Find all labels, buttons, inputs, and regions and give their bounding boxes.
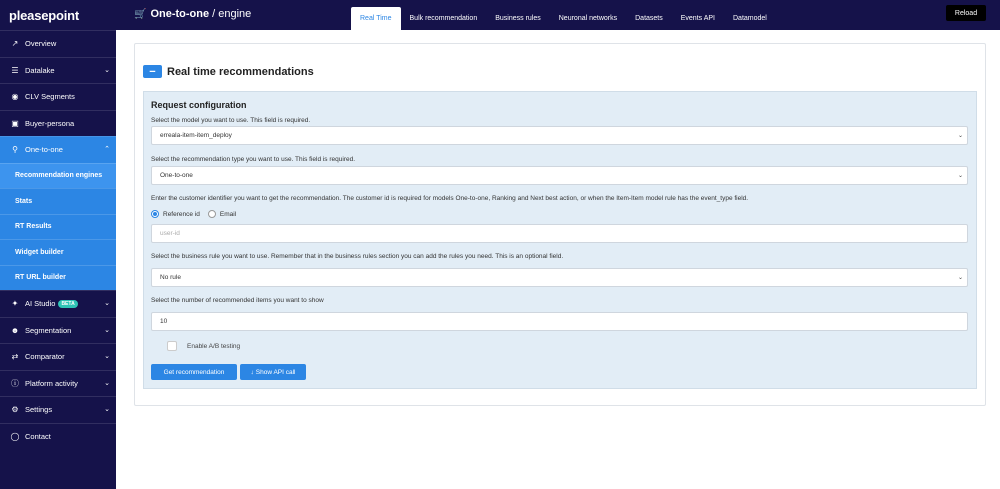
count-label: Select the number of recommended items you want to show: [151, 297, 324, 304]
card-title: Real time recommendations: [167, 65, 314, 78]
beta-badge: BETA: [58, 300, 77, 308]
rule-label: Select the business rule you want to use. Remember that in the business rules section you can add the rules you need. This is an optional field.: [151, 253, 564, 260]
sidebar-item-label: Platform activity: [25, 378, 78, 388]
model-select[interactable]: [151, 126, 968, 145]
sidebar-item-label: Segmentation: [25, 325, 72, 335]
chevron-down-icon: ⌄: [104, 379, 110, 387]
email-label: Email: [219, 210, 237, 218]
get-recommendation-button[interactable]: Get recommendation: [151, 364, 237, 380]
brand-logo[interactable]: pleasepoint: [9, 7, 80, 23]
business-rule-select[interactable]: [151, 268, 968, 287]
sidebar-item-label: Datalake: [25, 65, 55, 75]
cart-icon: ⚲: [12, 145, 18, 155]
sidebar-item-buyer-persona[interactable]: [0, 110, 116, 137]
sidebar-item-segmentation[interactable]: [0, 317, 116, 344]
chevron-up-icon: ⌃: [104, 146, 110, 153]
chevron-down-icon: ⌄: [104, 66, 110, 74]
chevron-down-icon: ⌄: [104, 353, 110, 360]
user-group-icon: ☻: [10, 325, 20, 335]
items-count-input[interactable]: [151, 312, 968, 331]
items-count-value: 10: [160, 318, 168, 325]
chart-line-icon: ↗: [11, 39, 19, 49]
sidebar-item-settings[interactable]: [0, 396, 116, 423]
tab-business-rules[interactable]: Business rules: [495, 15, 541, 22]
reference-id-label: Reference id: [163, 210, 200, 218]
sidebar-item-label: AI Studio: [25, 299, 56, 309]
app-subtitle: / engine: [212, 8, 252, 20]
chevron-down-icon: ⌄: [957, 275, 963, 281]
tab-bar: [351, 7, 776, 30]
sidebar-item-contact[interactable]: [0, 423, 116, 450]
sidebar-subitem-rt-results[interactable]: RT Results: [0, 214, 116, 240]
top-bar: [116, 0, 1000, 30]
show-api-call-label: Show API call: [255, 368, 296, 376]
realtime-card: [134, 43, 986, 406]
customer-id-placeholder: user-id: [160, 230, 180, 237]
id-card-icon: ▣: [11, 118, 19, 128]
collapse-button[interactable]: −: [143, 65, 162, 78]
sidebar-item-label: CLV Segments: [25, 92, 75, 102]
sidebar-item-label: Settings: [25, 405, 53, 415]
app-title: One-to-one: [150, 8, 210, 20]
sidebar-item-comparator[interactable]: [0, 343, 116, 370]
chevron-down-icon: ⌄: [957, 133, 963, 139]
ab-testing-label: Enable A/B testing: [187, 342, 241, 350]
sidebar-item-ai-studio[interactable]: [0, 290, 116, 317]
trophy-icon: ◉: [11, 92, 19, 102]
sidebar-subitem-rt-url-builder[interactable]: RT URL builder: [0, 265, 116, 291]
compare-icon: ⇄: [11, 352, 19, 362]
download-icon: ↓: [250, 368, 254, 376]
sidebar-subitem-widget-builder[interactable]: Widget builder: [0, 239, 116, 265]
ab-testing-checkbox[interactable]: [167, 341, 177, 351]
main-content: [116, 30, 1000, 489]
type-label: Select the recommendation type you want to use. This field is required.: [151, 156, 356, 163]
sidebar-item-datalake[interactable]: [0, 57, 116, 84]
type-select-value: One-to-one: [160, 172, 193, 179]
request-configuration-panel: [143, 91, 977, 389]
tab-datamodel[interactable]: Datamodel: [733, 15, 767, 22]
page-title: [134, 8, 251, 20]
customer-id-input[interactable]: [151, 224, 968, 243]
sidebar: [0, 0, 116, 489]
sidebar-item-label: One-to-one: [25, 145, 63, 155]
model-label: Select the model you want to use. This field is required.: [151, 117, 311, 124]
rule-select-value: No rule: [160, 274, 181, 281]
chevron-down-icon: ⌄: [104, 326, 110, 334]
tab-events-api[interactable]: Events API: [680, 15, 715, 22]
sidebar-subitem-recommendation-engines[interactable]: Recommendation engines: [0, 163, 116, 189]
cart-icon: 🛒: [134, 8, 147, 20]
model-select-value: erreala-item-item_deploy: [160, 132, 232, 139]
ab-testing-row: [167, 341, 240, 351]
chat-icon: ◯: [10, 431, 20, 441]
sidebar-subitem-stats[interactable]: Stats: [0, 188, 116, 214]
tab-real-time[interactable]: Real Time: [351, 7, 401, 30]
sidebar-subnav-one-to-one: [0, 163, 116, 291]
wand-icon: ✦: [11, 299, 19, 309]
customer-label: Enter the customer identifier you want to get the recommendation. The customer id is required for models One-to-one, Ranking and Next best action, or when the Item-Item model rule has the event_type field.: [151, 195, 749, 202]
sidebar-item-label: Overview: [25, 39, 57, 49]
info-icon: ⓘ: [11, 378, 19, 388]
identifier-type-radios: [151, 210, 244, 218]
panel-title: Request configuration: [151, 100, 247, 110]
gear-icon: ⚙: [11, 405, 19, 415]
email-radio[interactable]: [208, 210, 216, 218]
sidebar-item-label: Contact: [25, 431, 51, 441]
sidebar-item-label: Buyer-persona: [25, 118, 75, 128]
sidebar-item-one-to-one[interactable]: [0, 136, 116, 163]
recommendation-type-select[interactable]: [151, 166, 968, 185]
sidebar-item-overview[interactable]: [0, 30, 116, 57]
reload-button[interactable]: Reload: [946, 5, 986, 21]
card-header: [143, 65, 314, 78]
sidebar-item-platform-activity[interactable]: [0, 370, 116, 397]
reference-id-radio[interactable]: [151, 210, 159, 218]
show-api-call-button[interactable]: [240, 364, 306, 380]
sidebar-item-clv-segments[interactable]: [0, 83, 116, 110]
database-icon: ☰: [11, 65, 19, 75]
chevron-down-icon: ⌄: [104, 406, 110, 413]
chevron-down-icon: ⌄: [957, 173, 963, 179]
tab-bulk-recommendation[interactable]: Bulk recommendation: [409, 15, 478, 22]
tab-neuronal-networks[interactable]: Neuronal networks: [558, 15, 618, 22]
chevron-down-icon: ⌄: [104, 300, 110, 307]
sidebar-item-label: Comparator: [25, 352, 65, 362]
tab-datasets[interactable]: Datasets: [635, 15, 663, 22]
